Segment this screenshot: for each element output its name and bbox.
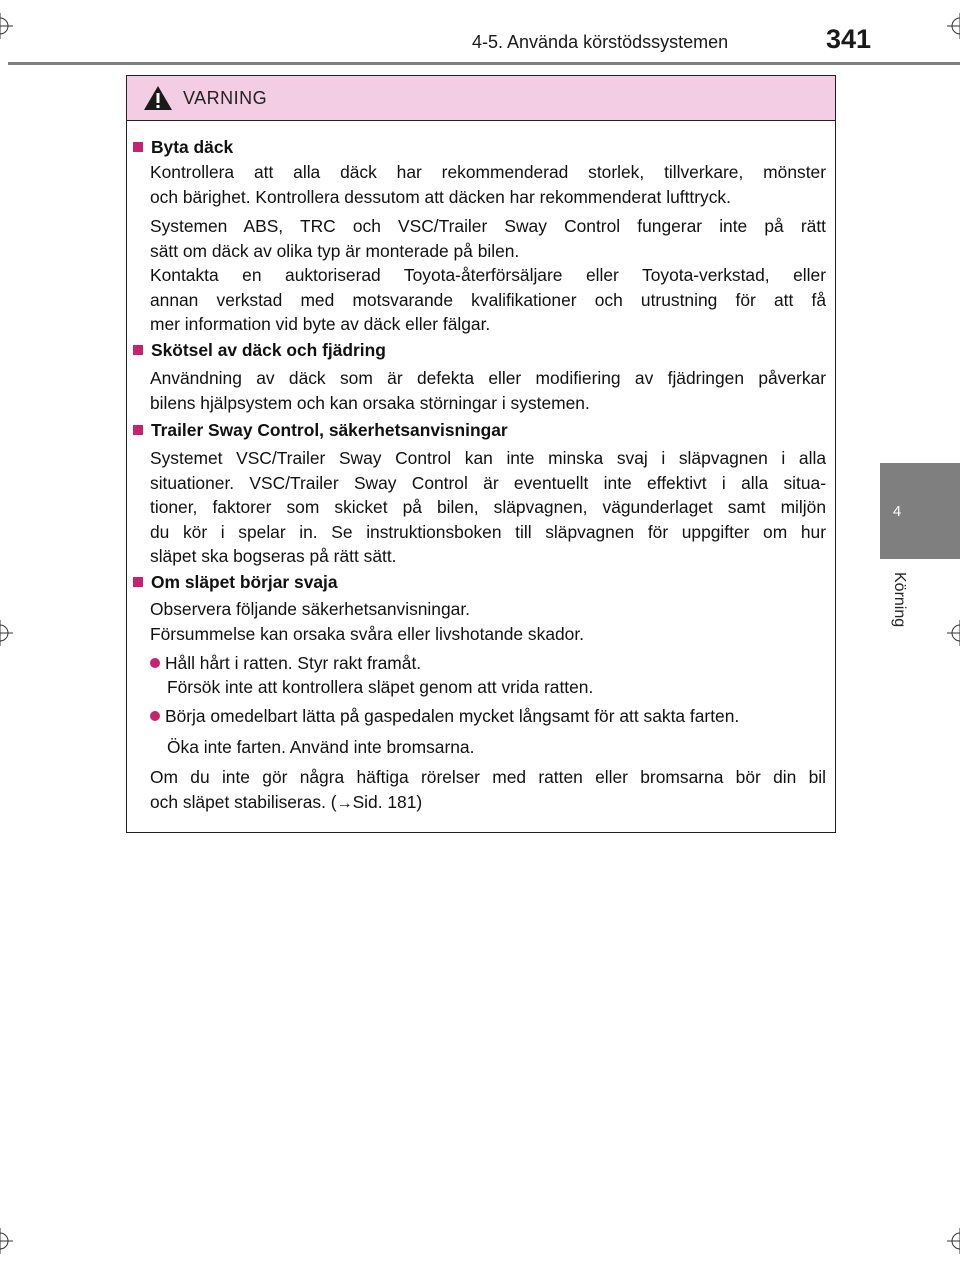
crop-mark-icon bbox=[947, 13, 960, 39]
chapter-tab[interactable] bbox=[880, 463, 960, 559]
warning-title: VARNING bbox=[183, 88, 268, 108]
bullet-item: Börja omedelbart lätta på gaspedalen mycket långsamt för att sakta farten. bbox=[150, 704, 739, 729]
crop-mark-icon bbox=[0, 620, 13, 646]
section-title: 4-5. Använda körstödssystemen bbox=[472, 32, 729, 52]
page-number: 341 bbox=[826, 24, 872, 54]
section-heading: Om släpet börjar svaja bbox=[131, 570, 338, 595]
page-reference-link[interactable]: Sid. 181) bbox=[352, 791, 423, 812]
paragraph: Kontrollera att alla däck har rekommenderad storlek, tillverkare, mönster och bärighet. Kontrollera dessutom att däcken har rekommenderat lufttryck. bbox=[150, 162, 826, 207]
paragraph: Systemet VSC/Trailer Sway Control kan inte minska svaj i släpvagnen i alla situationer. VSC/Trailer Sway Control är eventuellt inte effektivt i alla situa- tioner, faktorer som skicket på bilen, släpvagnen, vägunderlaget samt miljön du kör i spelar in. Se instruktionsboken till släpvagnen för uppgifter om hur släpet ska bogseras på rätt sätt. bbox=[150, 448, 826, 566]
arrow-right-icon: → bbox=[336, 794, 353, 812]
chapter-label-text: Körning bbox=[891, 572, 908, 628]
after-bullet-text: Öka inte farten. Använd inte bromsarna. bbox=[167, 737, 475, 757]
chapter-label bbox=[882, 572, 910, 642]
chapter-number: 4 bbox=[892, 503, 902, 520]
crop-mark-icon bbox=[947, 620, 960, 646]
paragraph: Användning av däck som är defekta eller modifiering av fjädringen påverkar bilens hjälpsystem och kan orsaka störningar i systemen. bbox=[150, 368, 826, 413]
bullet-dot-icon bbox=[150, 711, 160, 721]
header-rule bbox=[8, 62, 960, 65]
crop-mark-icon bbox=[947, 1228, 960, 1254]
bullet-item-continuation: Försök inte att kontrollera släpet genom att vrida ratten. bbox=[167, 677, 594, 697]
section-heading: Trailer Sway Control, säkerhetsanvisningar bbox=[131, 418, 508, 443]
section-heading: Byta däck bbox=[131, 135, 233, 160]
paragraph: Observera följande säkerhetsanvisningar. Försummelse kan orsaka svåra eller livshotande skador. bbox=[150, 599, 584, 644]
warning-box bbox=[126, 75, 836, 833]
section-heading: Skötsel av däck och fjädring bbox=[131, 338, 386, 363]
warning-triangle-icon bbox=[143, 85, 173, 111]
crop-mark-icon bbox=[0, 1228, 13, 1254]
paragraph: Systemen ABS, TRC och VSC/Trailer Sway Control fungerar inte på rätt sätt om däck av olika typ är monterade på bilen. Kontakta en auktoriserad Toyota-återförsäljare eller Toyota-verkstad, eller annan verkstad med motsvarande kvalifikationer och utrustning för att få mer information vid byte av däck eller fälgar. bbox=[150, 216, 826, 334]
paragraph: Om du inte gör några häftiga rörelser med ratten eller bromsarna bör din bil och släpet stabiliseras. (→Sid. 181) bbox=[150, 767, 826, 812]
bullet-dot-icon bbox=[150, 658, 160, 668]
bullet-item: Håll hårt i ratten. Styr rakt framåt. bbox=[150, 651, 421, 676]
warning-header bbox=[127, 76, 835, 121]
crop-mark-icon bbox=[0, 13, 13, 39]
